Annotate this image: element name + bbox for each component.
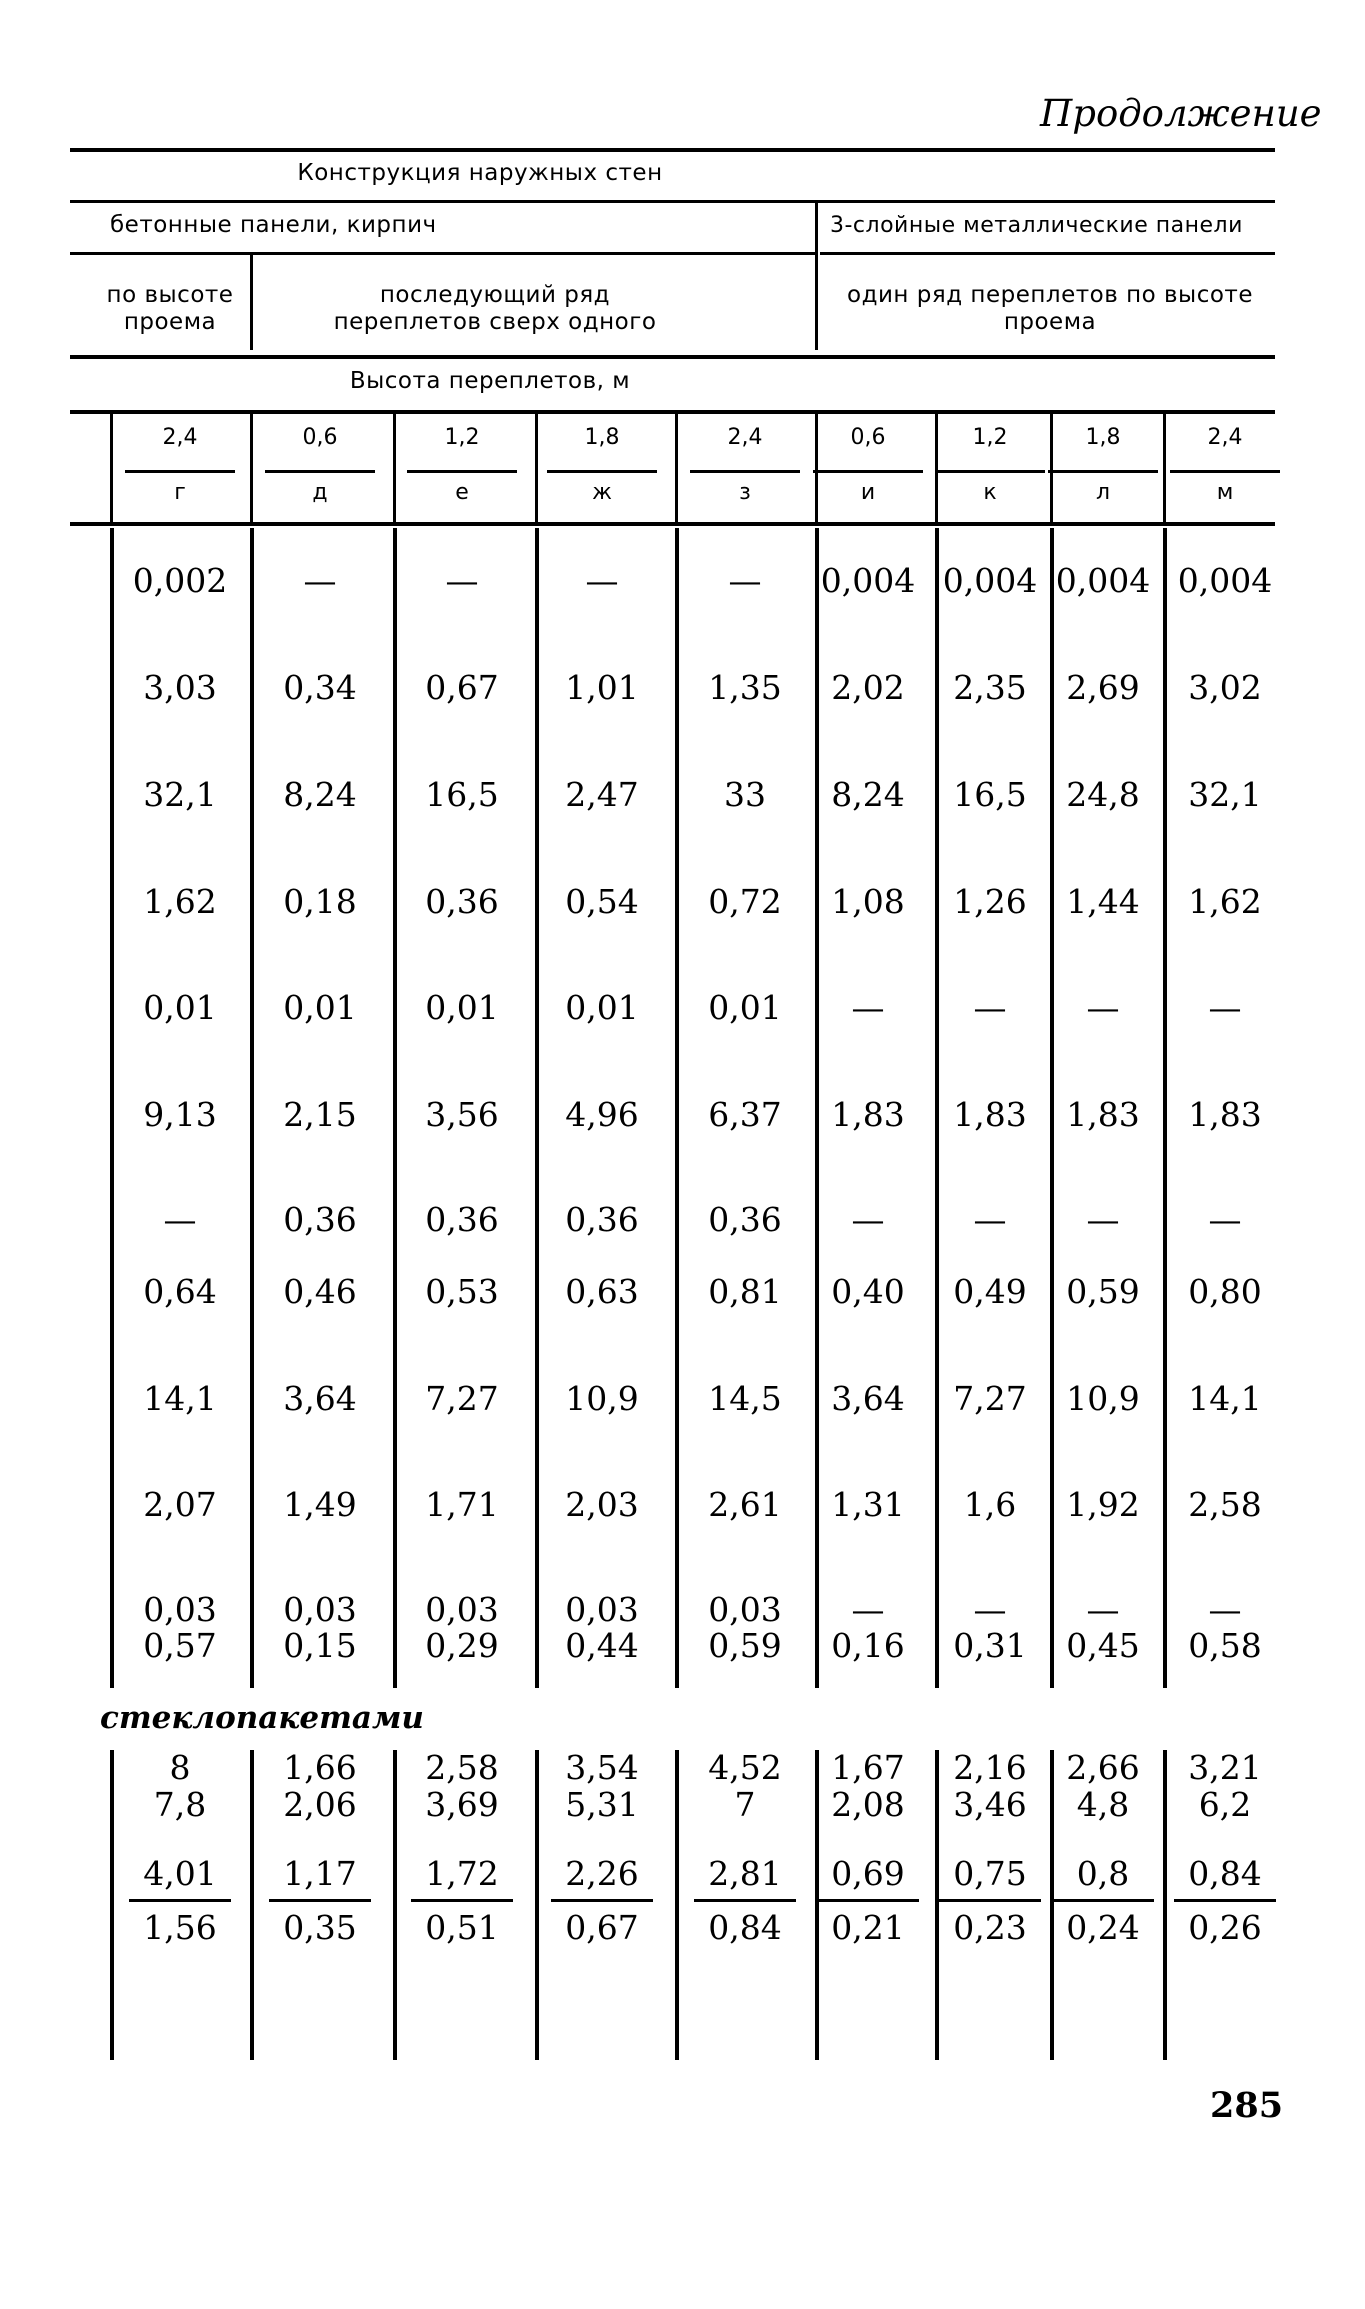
fraction-denominator: 0,84 <box>708 1908 782 1947</box>
cell-r0-c6: 0,004 <box>942 561 1038 600</box>
cell-r1-c3: 1,01 <box>565 668 639 707</box>
fraction-denominator: 1,56 <box>143 1908 217 1947</box>
cell-r10-c0: 0,03 <box>143 1590 217 1629</box>
body-col-sep-5 <box>815 528 819 1688</box>
fraction-denominator: 0,67 <box>565 1908 639 1947</box>
body-col-sep-4 <box>675 528 679 1688</box>
cell-r0-c2: — <box>445 561 479 600</box>
cell-r5-c7: 1,83 <box>1066 1095 1140 1134</box>
col-height-5: 0,6 <box>850 425 886 450</box>
cell-r6-c0: — <box>163 1200 197 1239</box>
hdr-col-sep-7 <box>1050 412 1053 522</box>
cell-r2-c8: 32,1 <box>1188 775 1262 814</box>
cell-r11-c5: 0,16 <box>831 1626 905 1665</box>
cell-r10-c1: 0,03 <box>283 1590 357 1629</box>
cell-r7-c5: 0,40 <box>831 1272 905 1311</box>
glazing-a-c3: 3,54 <box>565 1748 639 1787</box>
body-col-sep-1 <box>250 528 254 1688</box>
cell-r7-c4: 0,81 <box>708 1272 782 1311</box>
col-letter-1: д <box>312 480 328 505</box>
col-height-4: 2,4 <box>727 425 763 450</box>
cell-r0-c7: 0,004 <box>1055 561 1151 600</box>
cell-r4-c7: — <box>1086 988 1120 1027</box>
fraction-denominator: 0,35 <box>283 1908 357 1947</box>
cell-r5-c8: 1,83 <box>1188 1095 1262 1134</box>
cell-r6-c8: — <box>1208 1200 1242 1239</box>
glazing-b-c4: 7 <box>734 1785 756 1824</box>
cell-r7-c7: 0,59 <box>1066 1272 1140 1311</box>
rule-group-right <box>820 252 1275 255</box>
fraction-numerator: 2,81 <box>708 1854 782 1893</box>
body-col-sep-8 <box>1163 528 1167 1688</box>
col-height-7: 1,8 <box>1085 425 1121 450</box>
glazing-fraction-c0 <box>115 1854 245 1947</box>
cell-r3-c4: 0,72 <box>708 882 782 921</box>
glazing-fraction-c2 <box>397 1854 527 1947</box>
cell-r8-c4: 14,5 <box>708 1379 782 1418</box>
cell-r7-c1: 0,46 <box>283 1272 357 1311</box>
cell-r4-c1: 0,01 <box>283 988 357 1027</box>
sash-height-header: Высота переплетов, м <box>349 368 631 394</box>
cell-r0-c8: 0,004 <box>1177 561 1273 600</box>
col-mid-rule-4 <box>690 470 800 473</box>
col-mid-rule-2 <box>407 470 517 473</box>
glazing-a-c5: 1,67 <box>831 1748 905 1787</box>
glazing-col-sep-1 <box>250 1750 254 2060</box>
group-metal-header: 3-слойные металлические панели <box>830 213 1243 238</box>
body-col-sep-0 <box>110 528 114 1688</box>
col-mid-rule-7 <box>1048 470 1158 473</box>
cell-r8-c6: 7,27 <box>953 1379 1027 1418</box>
cell-r9-c6: 1,6 <box>963 1485 1017 1524</box>
glazing-a-c4: 4,52 <box>708 1748 782 1787</box>
col-mid-rule-6 <box>935 470 1045 473</box>
cell-r11-c4: 0,59 <box>708 1626 782 1665</box>
cell-r2-c6: 16,5 <box>953 775 1027 814</box>
col-letter-5: и <box>860 480 876 505</box>
glazing-col-sep-0 <box>110 1750 114 2060</box>
cell-r10-c5: — <box>851 1590 885 1629</box>
cell-r3-c3: 0,54 <box>565 882 639 921</box>
cell-r5-c2: 3,56 <box>425 1095 499 1134</box>
cell-r5-c4: 6,37 <box>708 1095 782 1134</box>
body-col-sep-2 <box>393 528 397 1688</box>
cell-r4-c4: 0,01 <box>708 988 782 1027</box>
cell-r9-c4: 2,61 <box>708 1485 782 1524</box>
glazing-a-c7: 2,66 <box>1066 1748 1140 1787</box>
col-mid-rule-8 <box>1170 470 1280 473</box>
cell-r10-c3: 0,03 <box>565 1590 639 1629</box>
col-height-8: 2,4 <box>1207 425 1243 450</box>
cell-r5-c3: 4,96 <box>565 1095 639 1134</box>
cell-r8-c3: 10,9 <box>565 1379 639 1418</box>
cell-r10-c6: — <box>973 1590 1007 1629</box>
fraction-denominator: 0,21 <box>831 1908 905 1947</box>
cell-r6-c3: 0,36 <box>565 1200 639 1239</box>
cell-r7-c3: 0,63 <box>565 1272 639 1311</box>
fraction-numerator: 0,75 <box>953 1854 1027 1893</box>
glazing-col-sep-2 <box>393 1750 397 2060</box>
cell-r2-c5: 8,24 <box>831 775 905 814</box>
cell-r2-c3: 2,47 <box>565 775 639 814</box>
hdr-col-sep-3 <box>535 412 538 522</box>
body-col-sep-6 <box>935 528 939 1688</box>
cell-r1-c0: 3,03 <box>143 668 217 707</box>
col-letter-2: е <box>455 480 469 505</box>
fraction-numerator: 0,84 <box>1188 1854 1262 1893</box>
cell-r8-c5: 3,64 <box>831 1379 905 1418</box>
cell-r5-c5: 1,83 <box>831 1095 905 1134</box>
cell-r3-c2: 0,36 <box>425 882 499 921</box>
cell-r1-c4: 1,35 <box>708 668 782 707</box>
cell-r11-c1: 0,15 <box>283 1626 357 1665</box>
glazing-a-c2: 2,58 <box>425 1748 499 1787</box>
cell-r9-c1: 1,49 <box>283 1485 357 1524</box>
cell-r7-c8: 0,80 <box>1188 1272 1262 1311</box>
hdr-col-sep-2 <box>393 412 396 522</box>
cell-r7-c6: 0,49 <box>953 1272 1027 1311</box>
cell-r11-c6: 0,31 <box>953 1626 1027 1665</box>
cell-r8-c2: 7,27 <box>425 1379 499 1418</box>
cell-r11-c3: 0,44 <box>565 1626 639 1665</box>
cell-r7-c2: 0,53 <box>425 1272 499 1311</box>
cell-r0-c0: 0,002 <box>132 561 228 600</box>
rule-group-left <box>70 252 815 255</box>
glazing-a-c8: 3,21 <box>1188 1748 1262 1787</box>
glazing-fraction-c6 <box>925 1854 1055 1947</box>
cell-r1-c8: 3,02 <box>1188 668 1262 707</box>
cell-r5-c6: 1,83 <box>953 1095 1027 1134</box>
page-number: 285 <box>1210 2085 1284 2126</box>
glazing-col-sep-6 <box>935 1750 939 2060</box>
glazing-fraction-c5 <box>803 1854 933 1947</box>
glazing-col-sep-8 <box>1163 1750 1167 2060</box>
cell-r3-c5: 1,08 <box>831 882 905 921</box>
cell-r10-c8: — <box>1208 1590 1242 1629</box>
col-letter-0: г <box>174 480 186 505</box>
cell-r1-c5: 2,02 <box>831 668 905 707</box>
hdr-col-sep-4 <box>675 412 678 522</box>
cell-r2-c1: 8,24 <box>283 775 357 814</box>
hdr-vline-2 <box>815 200 818 350</box>
glazing-b-c6: 3,46 <box>953 1785 1027 1824</box>
col-height-0: 2,4 <box>162 425 198 450</box>
glazing-col-sep-5 <box>815 1750 819 2060</box>
cell-r8-c7: 10,9 <box>1066 1379 1140 1418</box>
col-mid-rule-1 <box>265 470 375 473</box>
col-mid-rule-0 <box>125 470 235 473</box>
cell-r9-c8: 2,58 <box>1188 1485 1262 1524</box>
hdr-vline-1 <box>250 255 253 350</box>
col-letter-4: з <box>739 480 751 505</box>
glazing-fraction-c7 <box>1038 1854 1168 1947</box>
cell-r11-c8: 0,58 <box>1188 1626 1262 1665</box>
cell-r6-c6: — <box>973 1200 1007 1239</box>
rule-sash <box>70 355 1275 359</box>
col-header-one-row: один ряд переплетов по высоте проема <box>847 282 1253 335</box>
cell-r2-c7: 24,8 <box>1066 775 1140 814</box>
cell-r8-c8: 14,1 <box>1188 1379 1262 1418</box>
glazing-fraction-c8 <box>1160 1854 1290 1947</box>
cell-r1-c2: 0,67 <box>425 668 499 707</box>
glazing-a-c1: 1,66 <box>283 1748 357 1787</box>
fraction-denominator: 0,51 <box>425 1908 499 1947</box>
cell-r0-c4: — <box>728 561 762 600</box>
rule-top <box>70 148 1275 152</box>
glazing-col-sep-3 <box>535 1750 539 2060</box>
fraction-numerator: 1,72 <box>425 1854 499 1893</box>
cell-r2-c2: 16,5 <box>425 775 499 814</box>
continuation-note: Продолжение <box>1040 92 1322 135</box>
fraction-numerator: 2,26 <box>565 1854 639 1893</box>
cell-r6-c2: 0,36 <box>425 1200 499 1239</box>
fraction-numerator: 0,8 <box>1076 1854 1130 1893</box>
col-letter-6: к <box>983 480 997 505</box>
glazing-fraction-c3 <box>537 1854 667 1947</box>
cell-r9-c2: 1,71 <box>425 1485 499 1524</box>
glazing-b-c8: 6,2 <box>1198 1785 1252 1824</box>
col-header-next-rows: последующий ряд переплетов сверх одного <box>333 282 657 335</box>
cell-r3-c1: 0,18 <box>283 882 357 921</box>
hdr-col-sep-0 <box>110 412 113 522</box>
cell-r9-c7: 1,92 <box>1066 1485 1140 1524</box>
fraction-numerator: 4,01 <box>143 1854 217 1893</box>
cell-r11-c7: 0,45 <box>1066 1626 1140 1665</box>
cell-r10-c7: — <box>1086 1590 1120 1629</box>
hdr-col-sep-8 <box>1163 412 1166 522</box>
fraction-denominator: 0,26 <box>1188 1908 1262 1947</box>
glazing-fraction-c1 <box>255 1854 385 1947</box>
glazing-b-c2: 3,69 <box>425 1785 499 1824</box>
cell-r9-c0: 2,07 <box>143 1485 217 1524</box>
col-letter-7: л <box>1095 480 1111 505</box>
cell-r5-c1: 2,15 <box>283 1095 357 1134</box>
col-height-2: 1,2 <box>444 425 480 450</box>
glazing-b-c7: 4,8 <box>1076 1785 1130 1824</box>
col-mid-rule-3 <box>547 470 657 473</box>
cell-r3-c6: 1,26 <box>953 882 1027 921</box>
cell-r1-c1: 0,34 <box>283 668 357 707</box>
cell-r10-c4: 0,03 <box>708 1590 782 1629</box>
cell-r9-c5: 1,31 <box>831 1485 905 1524</box>
glazing-col-sep-4 <box>675 1750 679 2060</box>
cell-r2-c4: 33 <box>724 775 766 814</box>
glazing-b-c3: 5,31 <box>565 1785 639 1824</box>
cell-r4-c2: 0,01 <box>425 988 499 1027</box>
cell-r0-c1: — <box>303 561 337 600</box>
fraction-denominator: 0,24 <box>1066 1908 1140 1947</box>
cell-r3-c8: 1,62 <box>1188 882 1262 921</box>
group-concrete-header: бетонные панели, кирпич <box>110 212 437 238</box>
glazing-fraction-c4 <box>680 1854 810 1947</box>
glazing-a-c0: 8 <box>169 1748 191 1787</box>
cell-r6-c5: — <box>851 1200 885 1239</box>
fraction-numerator: 0,69 <box>831 1854 905 1893</box>
cell-r5-c0: 9,13 <box>143 1095 217 1134</box>
cell-r4-c6: — <box>973 988 1007 1027</box>
cell-r2-c0: 32,1 <box>143 775 217 814</box>
cell-r3-c7: 1,44 <box>1066 882 1140 921</box>
rule-construction <box>70 200 1275 203</box>
cell-r8-c0: 14,1 <box>143 1379 217 1418</box>
cell-r6-c4: 0,36 <box>708 1200 782 1239</box>
cell-r7-c0: 0,64 <box>143 1272 217 1311</box>
glazing-section-label: стеклопакетами <box>100 1700 424 1736</box>
glazing-col-sep-7 <box>1050 1750 1054 2060</box>
glazing-b-c1: 2,06 <box>283 1785 357 1824</box>
col-letter-8: м <box>1216 480 1234 505</box>
cell-r4-c8: — <box>1208 988 1242 1027</box>
hdr-col-sep-5 <box>815 412 818 522</box>
cell-r6-c7: — <box>1086 1200 1120 1239</box>
col-height-1: 0,6 <box>302 425 338 450</box>
body-col-sep-7 <box>1050 528 1054 1688</box>
cell-r1-c7: 2,69 <box>1066 668 1140 707</box>
col-letter-3: ж <box>592 480 612 505</box>
col-header-height-opening: по высоте проема <box>106 282 234 335</box>
hdr-col-sep-1 <box>250 412 253 522</box>
cell-r4-c5: — <box>851 988 885 1027</box>
cell-r8-c1: 3,64 <box>283 1379 357 1418</box>
construction-header: Конструкция наружных стен <box>297 160 663 186</box>
rule-body <box>70 522 1275 526</box>
cell-r0-c5: 0,004 <box>820 561 916 600</box>
cell-r0-c3: — <box>585 561 619 600</box>
col-mid-rule-5 <box>813 470 923 473</box>
col-height-6: 1,2 <box>972 425 1008 450</box>
cell-r4-c0: 0,01 <box>143 988 217 1027</box>
cell-r9-c3: 2,03 <box>565 1485 639 1524</box>
glazing-b-c5: 2,08 <box>831 1785 905 1824</box>
fraction-denominator: 0,23 <box>953 1908 1027 1947</box>
cell-r11-c0: 0,57 <box>143 1626 217 1665</box>
cell-r3-c0: 1,62 <box>143 882 217 921</box>
cell-r11-c2: 0,29 <box>425 1626 499 1665</box>
body-col-sep-3 <box>535 528 539 1688</box>
col-height-3: 1,8 <box>584 425 620 450</box>
cell-r1-c6: 2,35 <box>953 668 1027 707</box>
hdr-col-sep-6 <box>935 412 938 522</box>
glazing-b-c0: 7,8 <box>153 1785 207 1824</box>
cell-r4-c3: 0,01 <box>565 988 639 1027</box>
glazing-a-c6: 2,16 <box>953 1748 1027 1787</box>
fraction-numerator: 1,17 <box>283 1854 357 1893</box>
cell-r10-c2: 0,03 <box>425 1590 499 1629</box>
cell-r6-c1: 0,36 <box>283 1200 357 1239</box>
